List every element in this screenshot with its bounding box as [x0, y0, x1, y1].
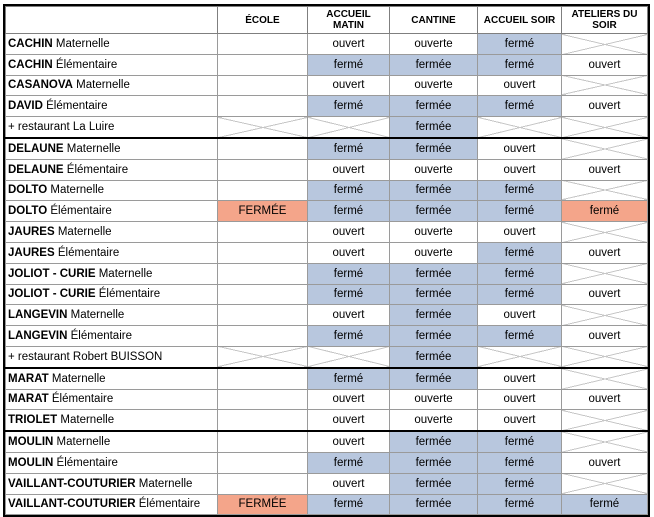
ateliers-du-soir-status-cell [562, 222, 648, 243]
school-name: DAVID [8, 100, 43, 113]
cantine-status-cell: fermée [390, 138, 478, 159]
ecole-status-cell [218, 389, 308, 410]
table-row [6, 242, 648, 263]
ecole-status-cell [218, 34, 308, 55]
cantine-status-cell: fermée [390, 284, 478, 305]
accueil-matin-status-cell: fermé [308, 326, 390, 347]
cantine-status-cell: fermée [390, 117, 478, 138]
accueil-matin-status-cell: fermé [308, 96, 390, 117]
cantine-status-cell: fermée [390, 54, 478, 75]
table-row [6, 75, 648, 96]
accueil-soir-status-cell: fermé [478, 452, 562, 473]
ateliers-du-soir-status-cell: ouvert [562, 452, 648, 473]
school-name-cell [6, 242, 218, 263]
accueil-matin-status-cell: fermé [308, 138, 390, 159]
cantine-status-cell: fermée [390, 263, 478, 284]
school-type: Maternelle [48, 372, 106, 385]
school-type: Maternelle [135, 477, 193, 490]
school-name: LANGEVIN [8, 309, 68, 322]
cantine-status-cell: ouverte [390, 389, 478, 410]
accueil-soir-status-cell [478, 346, 562, 367]
ateliers-du-soir-status-cell: ouvert [562, 242, 648, 263]
accueil-matin-status-cell: fermé [308, 494, 390, 515]
ecole-status-cell [218, 96, 308, 117]
table-row [6, 305, 648, 326]
table-row [6, 346, 648, 367]
accueil-soir-status-cell: ouvert [478, 389, 562, 410]
accueil-soir-status-cell: fermé [478, 326, 562, 347]
cantine-status-cell: fermée [390, 96, 478, 117]
ecole-status-cell [218, 75, 308, 96]
cantine-status-cell: fermée [390, 201, 478, 222]
school-name-cell [6, 494, 218, 515]
cantine-status-cell: fermée [390, 346, 478, 367]
school-name-cell [6, 431, 218, 452]
ecole-status-cell [218, 180, 308, 201]
ecole-status-cell [218, 431, 308, 452]
school-name: VAILLANT-COUTURIER [8, 498, 136, 511]
school-type: Maternelle [54, 226, 112, 239]
accueil-matin-status-cell: fermé [308, 180, 390, 201]
accueil-matin-status-cell: fermé [308, 201, 390, 222]
school-type: Élémentaire [53, 456, 118, 469]
school-name-cell [6, 410, 218, 431]
school-type: Élémentaire [52, 58, 118, 71]
school-type: Élémentaire [135, 498, 201, 511]
school-name-cell [6, 117, 218, 138]
ateliers-du-soir-status-cell [562, 473, 648, 494]
accueil-matin-status-cell: ouvert [308, 34, 390, 55]
accueil-soir-status-cell: ouvert [478, 75, 562, 96]
header-accueil-soir: ACCUEIL SOIR [478, 7, 562, 34]
ateliers-du-soir-status-cell [562, 138, 648, 159]
ecole-status-cell [218, 138, 308, 159]
school-type: Élémentaire [67, 330, 132, 343]
cantine-status-cell: fermée [390, 494, 478, 515]
school-type: + restaurant La Luire [8, 121, 115, 134]
school-name-cell [6, 34, 218, 55]
school-type: + restaurant Robert BUISSON [8, 350, 163, 363]
table-row [6, 452, 648, 473]
cantine-status-cell: ouverte [390, 159, 478, 180]
school-name: MOULIN [8, 456, 54, 469]
ateliers-du-soir-status-cell [562, 410, 648, 431]
school-name-cell [6, 96, 218, 117]
accueil-matin-status-cell: ouvert [308, 431, 390, 452]
ecole-status-cell [218, 284, 308, 305]
accueil-soir-status-cell: fermé [478, 34, 562, 55]
accueil-soir-status-cell: fermé [478, 242, 562, 263]
school-name-cell [6, 159, 218, 180]
ecole-status-cell [218, 242, 308, 263]
accueil-soir-status-cell: fermé [478, 96, 562, 117]
ecole-status-cell [218, 326, 308, 347]
school-name: CACHIN [8, 58, 53, 71]
schedule-table [5, 6, 648, 515]
accueil-matin-status-cell: fermé [308, 368, 390, 389]
school-type: Élémentaire [48, 393, 114, 406]
ateliers-du-soir-status-cell [562, 368, 648, 389]
school-name-cell [6, 180, 218, 201]
table-row [6, 96, 648, 117]
cantine-status-cell: ouverte [390, 75, 478, 96]
school-name-cell [6, 473, 218, 494]
school-name-cell [6, 346, 218, 367]
accueil-matin-status-cell: fermé [308, 54, 390, 75]
accueil-matin-status-cell: fermé [308, 263, 390, 284]
ecole-status-cell [218, 410, 308, 431]
cantine-status-cell: ouverte [390, 34, 478, 55]
accueil-soir-status-cell: fermé [478, 201, 562, 222]
school-type: Élémentaire [63, 163, 129, 176]
table-row [6, 431, 648, 452]
accueil-matin-status-cell: ouvert [308, 222, 390, 243]
table-row [6, 222, 648, 243]
table-row [6, 138, 648, 159]
header-ecole: ÉCOLE [218, 7, 308, 34]
ecole-status-cell [218, 452, 308, 473]
school-type: Maternelle [67, 309, 125, 322]
school-type: Maternelle [72, 79, 130, 92]
ateliers-du-soir-status-cell [562, 75, 648, 96]
accueil-matin-status-cell [308, 346, 390, 367]
cantine-status-cell: fermée [390, 473, 478, 494]
accueil-soir-status-cell: ouvert [478, 138, 562, 159]
table-row [6, 389, 648, 410]
accueil-matin-status-cell [308, 117, 390, 138]
school-type: Maternelle [47, 184, 105, 197]
table-row [6, 201, 648, 222]
school-type: Élémentaire [42, 100, 108, 113]
school-name: JAURES [8, 226, 55, 239]
header-row [6, 7, 648, 34]
accueil-soir-status-cell: ouvert [478, 222, 562, 243]
cantine-status-cell: fermée [390, 180, 478, 201]
table-row [6, 54, 648, 75]
accueil-soir-status-cell [478, 117, 562, 138]
school-type: Élémentaire [47, 205, 112, 218]
accueil-soir-status-cell: fermé [478, 494, 562, 515]
school-type: Maternelle [63, 142, 121, 155]
accueil-soir-status-cell: fermé [478, 431, 562, 452]
cantine-status-cell: fermée [390, 431, 478, 452]
ateliers-du-soir-status-cell: ouvert [562, 96, 648, 117]
school-name: MARAT [8, 372, 49, 385]
ecole-status-cell [218, 159, 308, 180]
accueil-soir-status-cell: fermé [478, 54, 562, 75]
accueil-soir-status-cell: ouvert [478, 368, 562, 389]
cantine-status-cell: ouverte [390, 410, 478, 431]
ateliers-du-soir-status-cell: ouvert [562, 389, 648, 410]
school-name-cell [6, 54, 218, 75]
ecole-status-cell: FERMÉE [218, 494, 308, 515]
ateliers-du-soir-status-cell: ouvert [562, 159, 648, 180]
school-name: DELAUNE [8, 142, 64, 155]
school-name: LANGEVIN [8, 330, 68, 343]
table-row [6, 284, 648, 305]
ecole-status-cell [218, 346, 308, 367]
school-type: Maternelle [95, 267, 153, 280]
table-row [6, 473, 648, 494]
school-name: CACHIN [8, 37, 53, 50]
school-name: JOLIOT - CURIE [8, 267, 96, 280]
accueil-matin-status-cell: fermé [308, 452, 390, 473]
school-name-cell [6, 452, 218, 473]
accueil-matin-status-cell: ouvert [308, 473, 390, 494]
table-row [6, 34, 648, 55]
ecole-status-cell [218, 473, 308, 494]
ateliers-du-soir-status-cell [562, 431, 648, 452]
header-school-name [6, 7, 218, 34]
ecole-status-cell [218, 263, 308, 284]
school-name-cell [6, 75, 218, 96]
accueil-matin-status-cell: ouvert [308, 159, 390, 180]
school-name: DOLTO [8, 205, 48, 218]
accueil-soir-status-cell: ouvert [478, 410, 562, 431]
table-row [6, 410, 648, 431]
ateliers-du-soir-status-cell: ouvert [562, 284, 648, 305]
accueil-soir-status-cell: ouvert [478, 305, 562, 326]
accueil-soir-status-cell: fermé [478, 473, 562, 494]
school-name: DOLTO [8, 184, 48, 197]
header-accueil-matin: ACCUEIL MATIN [308, 7, 390, 34]
accueil-matin-status-cell: fermé [308, 284, 390, 305]
table-row [6, 368, 648, 389]
cantine-status-cell: fermée [390, 452, 478, 473]
accueil-soir-status-cell: fermé [478, 284, 562, 305]
ecole-status-cell [218, 305, 308, 326]
ateliers-du-soir-status-cell: ouvert [562, 326, 648, 347]
ateliers-du-soir-status-cell [562, 346, 648, 367]
ateliers-du-soir-status-cell [562, 180, 648, 201]
accueil-matin-status-cell: ouvert [308, 410, 390, 431]
school-name: TRIOLET [8, 414, 58, 427]
cantine-status-cell: fermée [390, 326, 478, 347]
accueil-soir-status-cell: fermé [478, 263, 562, 284]
cantine-status-cell: fermée [390, 305, 478, 326]
ateliers-du-soir-status-cell [562, 263, 648, 284]
school-name: JOLIOT - CURIE [8, 288, 96, 301]
table-row [6, 180, 648, 201]
school-name-cell [6, 138, 218, 159]
school-name-cell [6, 305, 218, 326]
accueil-matin-status-cell: ouvert [308, 305, 390, 326]
school-name-cell [6, 263, 218, 284]
school-name-cell [6, 389, 218, 410]
ecole-status-cell [218, 117, 308, 138]
school-name: JAURES [8, 246, 55, 259]
ateliers-du-soir-status-cell [562, 34, 648, 55]
header-cantine: CANTINE [390, 7, 478, 34]
table-row [6, 159, 648, 180]
accueil-soir-status-cell: fermé [478, 180, 562, 201]
cantine-status-cell: ouverte [390, 242, 478, 263]
school-type: Élémentaire [95, 288, 161, 301]
school-name: MOULIN [8, 436, 54, 449]
school-name: DELAUNE [8, 163, 64, 176]
ateliers-du-soir-status-cell: fermé [562, 201, 648, 222]
ecole-status-cell [218, 222, 308, 243]
school-type: Maternelle [52, 37, 110, 50]
school-name: CASANOVA [8, 79, 73, 92]
ateliers-du-soir-status-cell: fermé [562, 494, 648, 515]
table-row [6, 117, 648, 138]
ecole-status-cell: FERMÉE [218, 201, 308, 222]
school-name-cell [6, 368, 218, 389]
school-name: VAILLANT-COUTURIER [8, 477, 136, 490]
cantine-status-cell: fermée [390, 368, 478, 389]
school-name-cell [6, 326, 218, 347]
accueil-matin-status-cell: ouvert [308, 242, 390, 263]
school-name-cell [6, 201, 218, 222]
table-row [6, 494, 648, 515]
ateliers-du-soir-status-cell: ouvert [562, 54, 648, 75]
table-row [6, 326, 648, 347]
table-row [6, 263, 648, 284]
school-name-cell [6, 222, 218, 243]
school-name-cell [6, 284, 218, 305]
school-name: MARAT [8, 393, 49, 406]
ateliers-du-soir-status-cell [562, 305, 648, 326]
school-type: Maternelle [53, 436, 111, 449]
ecole-status-cell [218, 368, 308, 389]
accueil-matin-status-cell: ouvert [308, 389, 390, 410]
accueil-soir-status-cell: ouvert [478, 159, 562, 180]
accueil-matin-status-cell: ouvert [308, 75, 390, 96]
school-type: Maternelle [57, 414, 115, 427]
school-type: Élémentaire [54, 246, 120, 259]
ecole-status-cell [218, 54, 308, 75]
ateliers-du-soir-status-cell [562, 117, 648, 138]
header-ateliers-du-soir: ATELIERS DU SOIR [562, 7, 648, 34]
cantine-status-cell: ouverte [390, 222, 478, 243]
